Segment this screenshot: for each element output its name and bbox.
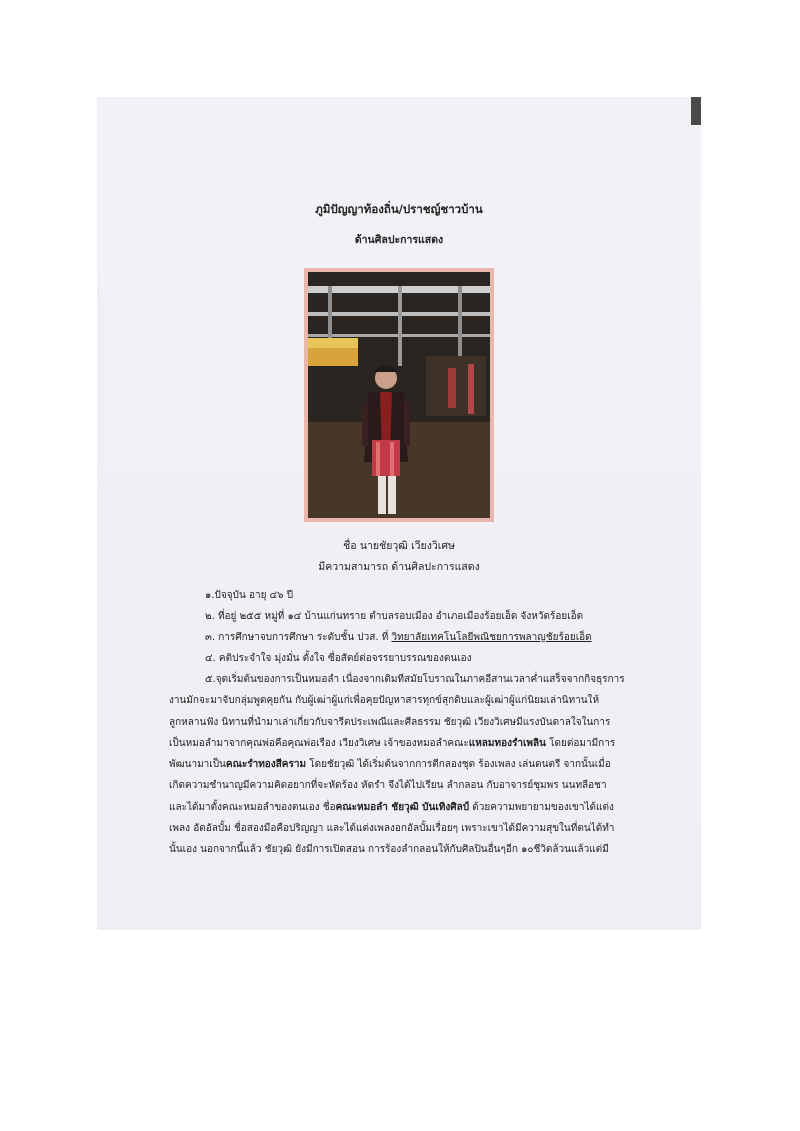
paragraph-line: นั้นเอง นอกจากนี้แล้ว ชัยวุฒิ ยังมีการเปิดสอน การร้องลำกลอนให้กับศิลปินอื่นๆอีก ๑๐ชีวิตล้วนแล้วแต่มี	[169, 844, 609, 856]
portrait-photo-frame	[304, 268, 494, 522]
paragraph-line: เพลง อัดอัลบั้ม ชื่อสองมือคือปริญญา และได้แต่งเพลงอกอัลบั้มเรื่อยๆ เพราะเขาได้มีความสุขในที่ตนได้ทำ	[169, 823, 615, 835]
paragraph-line	[169, 754, 689, 775]
paragraph-text: เป็นหมอลำมาจากคุณพ่อคือคุณพ่อเรือง เวียงวิเศษ เจ้าของหมอลำคณะ	[169, 737, 469, 749]
portrait-illustration	[308, 272, 490, 518]
paragraph-text: โดยต่อมามีการ	[545, 737, 616, 749]
paragraph-text: ด้วยความพยายามของเขาได้แต่ง	[469, 801, 614, 813]
info-list	[205, 585, 655, 669]
paragraph-line: เกิดความชำนาญมีความคิดอยากที่จะหัดร้อง หัดรำ จึงได้ไปเรียน ลำกลอน กับอาจารย์ชุมพร นนทลือชา	[169, 780, 607, 792]
document-title: ภูมิปัญญาท้องถิ่น/ปราชญ์ชาวบ้าน	[315, 202, 483, 216]
portrait-photo	[308, 272, 490, 518]
troupe-name-bold: คณะหมอลำ ชัยวุฒิ บันเทิงศิลป์	[335, 801, 470, 813]
education-prefix: ๓. การศึกษาจบการศึกษา ระดับชั้น ปวส. ที่	[205, 632, 392, 643]
paragraph-line: งานมักจะมาจับกลุ่มพูดคุยกัน กับผู้เฒ่าผู้แก่เพื่อคุยปัญหาสารทุกข์สุกดิบและผู้เฒ่าผู้แก่นิยมเล่านิทานให้	[169, 695, 600, 707]
paragraph-line	[169, 733, 689, 754]
paragraph-line: ๕.จุดเริ่มต้นของการเป็นหมอลำ เนื่องจากเดิมทีสมัยโบราณในภาคอีสานเวลาค่ำแสร็จจากกิจธุรการ	[205, 674, 625, 685]
paragraph-line: ลูกหลานฟัง นิทานที่นำมาเล่าเกี่ยวกับจารีตประเพณีและศีลธรรม ชัยวุฒิ เวียงวิเศษมีแรงบันดาลใจในการ	[169, 716, 611, 728]
troupe-name-bold: แหลมทองรำเพลิน	[468, 737, 546, 749]
caption-skill: มีความสามารถ ด้านศิลปะการแสดง	[318, 561, 480, 573]
info-item-motto: ๔. คติประจำใจ มุ่งมั่น ตั้งใจ ซื่อสัตย์ต่อจรรยาบรรณของตนเอง	[205, 653, 472, 664]
info-item-education	[205, 627, 655, 648]
background-paragraph	[169, 669, 689, 861]
education-institution: วิทยาลัยเทคโนโลยีพณิชยการพลาญชัยร้อยเอ็ด	[391, 632, 592, 643]
troupe-name-bold: คณะรำทองสีคราม	[225, 759, 307, 771]
paragraph-line	[169, 797, 689, 818]
scanned-page	[97, 97, 701, 930]
paragraph-text: โดยชัยวุฒิ ได้เริ่มต้นจากการตีกลองชุด ร้องเพลง เล่นดนตรี จากนั้นเมื่อ	[306, 759, 611, 771]
caption-name: ชื่อ นายชัยวุฒิ เวียงวิเศษ	[343, 540, 455, 552]
scan-edge-shadow	[691, 97, 701, 125]
paragraph-text: และได้มาตั้งคณะหมอลำของตนเอง ชื่อ	[169, 801, 336, 813]
info-item-age: ๑.ปัจจุบัน อายุ ๔๖ ปี	[205, 590, 294, 601]
document-subtitle: ด้านศิลปะการแสดง	[354, 234, 444, 246]
info-item-address: ๒. ที่อยู่ ๒๕๕ หมู่ที่ ๑๔ บ้านแก่นทราย ตำบลรอบเมือง อำเภอเมืองร้อยเอ็ด จังหวัดร้อยเอ็ด	[205, 611, 584, 622]
paragraph-text: พัฒนามาเป็น	[169, 759, 226, 771]
